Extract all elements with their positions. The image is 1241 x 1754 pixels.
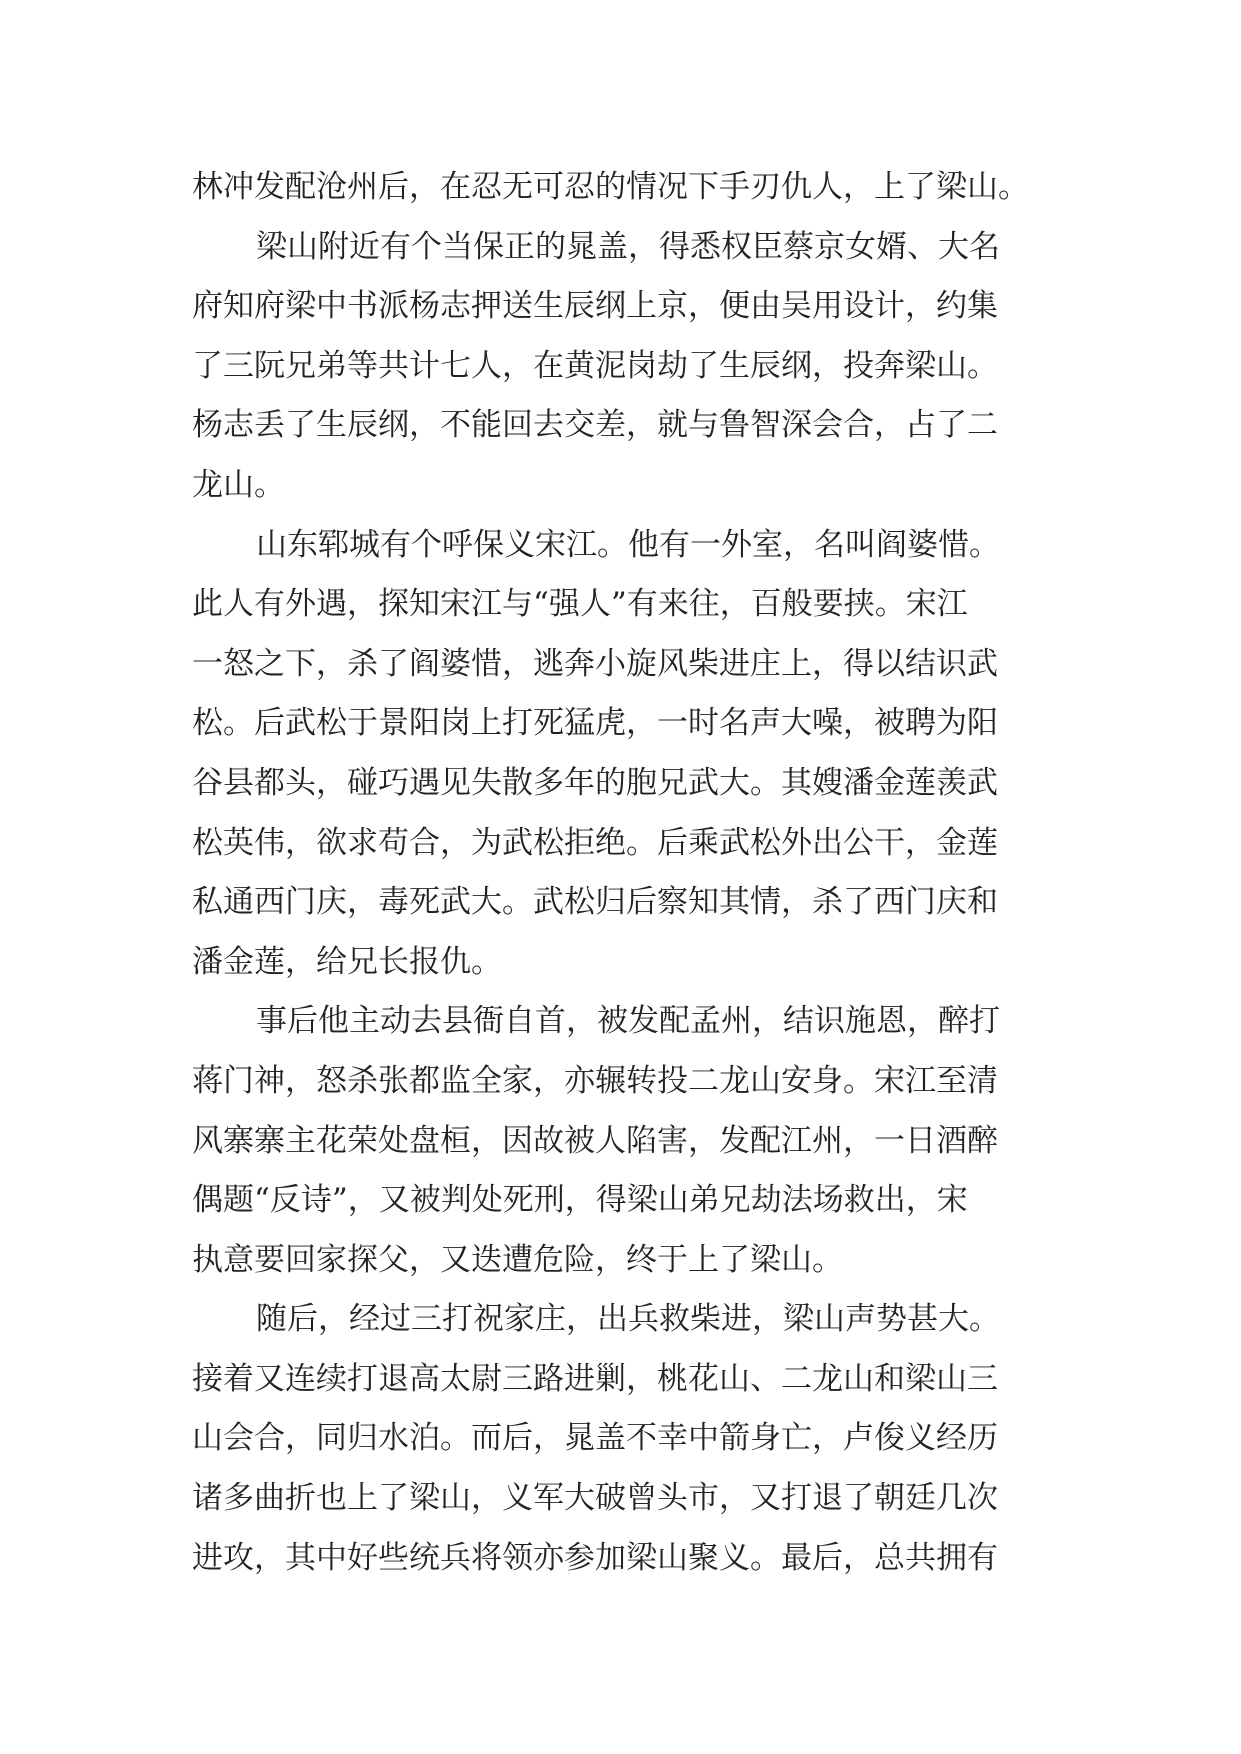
text-line: 杨志丢了生辰纲，不能回去交差，就与鲁智深会合，占了二	[192, 407, 998, 444]
text-line: 松英伟，欲求苟合，为武松拒绝。后乘武松外出公干，金莲	[192, 824, 998, 861]
text-line: 了三阮兄弟等共计七人，在黄泥岗劫了生辰纲，投奔梁山。	[192, 347, 998, 384]
text-line: 一怒之下，杀了阎婆惜，逃奔小旋风柴进庄上，得以结识武	[192, 645, 998, 682]
text-line: 偶题“反诗”，又被判处死刑，得梁山弟兄劫法场救出，宋	[192, 1182, 968, 1219]
text-line: 事后他主动去县衙自首，被发配孟州，结识施恩，醉打	[256, 1003, 1000, 1040]
text-line: 林冲发配沧州后，在忍无可忍的情况下手刃仇人，上了梁山。	[192, 169, 1029, 205]
body-text	[192, 158, 1072, 1588]
text-line: 风寨寨主花荣处盘桓，因故被人陷害，发配江州，一日酒醉	[192, 1122, 998, 1159]
text-line: 府知府梁中书派杨志押送生辰纲上京，便由吴用设计，约集	[192, 288, 998, 325]
text-line: 蒋门神，怒杀张都监全家，亦辗转投二龙山安身。宋江至清	[192, 1062, 998, 1099]
text-line: 谷县都头，碰巧遇见失散多年的胞兄武大。其嫂潘金莲羡武	[192, 764, 998, 801]
text-line: 进攻，其中好些统兵将领亦参加梁山聚义。最后，总共拥有	[192, 1539, 998, 1576]
text-line: 梁山附近有个当保正的晁盖，得悉权臣蔡京女婿、大名	[256, 228, 1000, 265]
text-line: 私通西门庆，毒死武大。武松归后察知其情，杀了西门庆和	[192, 884, 998, 921]
text-line: 此人有外遇，探知宋江与“强人”有来往，百般要挟。宋江	[192, 586, 968, 623]
text-line: 诸多曲折也上了梁山，义军大破曾头市，又打退了朝廷几次	[192, 1480, 998, 1517]
text-line: 山东郓城有个呼保义宋江。他有一外室，名叫阎婆惜。	[256, 526, 1000, 563]
text-line: 龙山。	[192, 466, 285, 503]
text-line: 山会合，同归水泊。而后，晁盖不幸中箭身亡，卢俊义经历	[192, 1420, 998, 1457]
text-line: 潘金莲，给兄长报仇。	[192, 943, 502, 980]
text-line: 接着又连续打退高太尉三路进剿，桃花山、二龙山和梁山三	[192, 1360, 998, 1397]
text-line: 随后，经过三打祝家庄，出兵救柴进，梁山声势甚大。	[256, 1301, 1000, 1338]
text-line: 执意要回家探父，又迭遭危险，终于上了梁山。	[192, 1241, 843, 1278]
text-line: 松。后武松于景阳岗上打死猛虎，一时名声大噪，被聘为阳	[192, 705, 998, 742]
